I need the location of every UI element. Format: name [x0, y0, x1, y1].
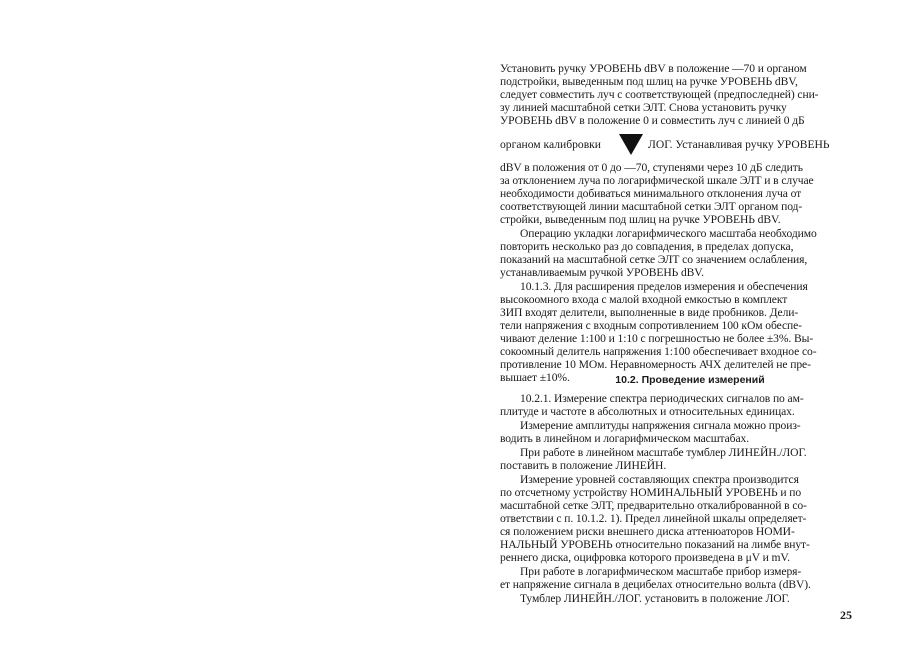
text-line: подстройки, выведенным под шлиц на ручке УРОВЕНЬ dBV,	[500, 75, 798, 88]
text-line: высокоомного входа с малой входной емкостью в комплект	[500, 293, 788, 306]
triangle-symbol-icon	[618, 132, 644, 156]
text-line: зу линией масштабной сетки ЭЛТ. Снова установить ручку	[500, 101, 787, 114]
text-line: Измерение амплитуды напряжения сигнала можно произ-	[520, 419, 801, 432]
calibration-line	[500, 132, 852, 156]
text-line: НАЛЬНЫЙ УРОВЕНЬ относительно показаний на лимбе внут-	[500, 538, 810, 551]
text-line: реннего диска, оцифровка которого произведена в μV и mV.	[500, 551, 790, 564]
text-line: стройки, выведенным под шлиц на ручке УРОВЕНЬ dBV.	[500, 213, 781, 226]
text-line: УРОВЕНЬ dBV в положение 0 и совместить луч с линией 0 дБ	[500, 114, 805, 127]
text-line: необходимости добиваться минимального отклонения луча от	[500, 187, 802, 200]
section-heading: 10.2. Проведение измерений	[615, 374, 765, 386]
text-line: следует совместить луч с соответствующей (предпоследней) сни-	[500, 88, 819, 101]
text-line: устанавливаемым ручкой УРОВЕНЬ dBV.	[500, 266, 704, 279]
text-line: Операцию укладки логарифмического масштаба необходимо	[520, 227, 817, 240]
text-line: Установить ручку УРОВЕНЬ dBV в положение —70 и органом	[500, 62, 807, 75]
text-line: чивают деление 1:100 и 1:10 с погрешностью не более ±3%. Вы-	[500, 332, 814, 345]
text-line: показаний на масштабной сетке ЭЛТ со значением ослабления,	[500, 253, 808, 266]
text-line: тели напряжения с входным сопротивлением 100 кОм обеспе-	[500, 319, 802, 332]
text-line: повторить несколько раз до совпадения, в пределах допуска,	[500, 240, 794, 253]
text-line: 10.2.1. Измерение спектра периодических сигналов по ам-	[520, 392, 804, 405]
page-number: 25	[840, 608, 852, 622]
text-line: сокоомный делитель напряжения 1:100 обеспечивает входное со-	[500, 345, 817, 358]
text-line: водить в линейном и логарифмическом масштабах.	[500, 432, 750, 445]
text-line: ответствии с п. 10.1.2. 1). Предел линейной шкалы определяет-	[500, 512, 807, 525]
text-line: по отсчетному устройству НОМИНАЛЬНЫЙ УРОВЕНЬ и по	[500, 486, 802, 499]
text-line: ЗИП входят делители, выполненные в виде пробников. Дели-	[500, 306, 799, 319]
text-line: Тумблер ЛИНЕЙН./ЛОГ. установить в положение ЛОГ.	[520, 592, 790, 605]
text-line: вышает ±10%.	[500, 371, 570, 384]
text-line: плитуде и частоте в абсолютных и относительных единицах.	[500, 405, 795, 418]
text-line: противление 10 МОм. Неравномерность АЧХ делителей не пре-	[500, 358, 811, 371]
text-line: ся положением риски внешнего диска аттенюаторов НОМИ-	[500, 525, 795, 538]
text-fragment: ЛОГ. Устанавливая ручку УРОВЕНЬ	[648, 138, 830, 151]
text-line: соответствующей линии масштабной сетки ЭЛТ органом под-	[500, 200, 803, 213]
text-line: масштабной сетке ЭЛТ, предварительно откалиброванной в со-	[500, 499, 807, 512]
text-fragment: органом калибровки	[500, 138, 602, 151]
text-line: ет напряжение сигнала в децибелах относительно вольта (dBV).	[500, 578, 811, 591]
text-line: dBV в положения от 0 до —70, ступенями через 10 дБ следить	[500, 161, 803, 174]
text-line: за отклонением луча по логарифмической шкале ЭЛТ и в случае	[500, 174, 814, 187]
text-line: 10.1.3. Для расширения пределов измерения и обеспечения	[520, 280, 808, 293]
text-line: При работе в логарифмическом масштабе прибор измеря-	[520, 565, 802, 578]
text-line: поставить в положение ЛИНЕЙН.	[500, 459, 667, 472]
text-line: При работе в линейном масштабе тумблер ЛИНЕЙН./ЛОГ.	[520, 446, 807, 459]
text-line: Измерение уровней составляющих спектра производится	[520, 473, 799, 486]
